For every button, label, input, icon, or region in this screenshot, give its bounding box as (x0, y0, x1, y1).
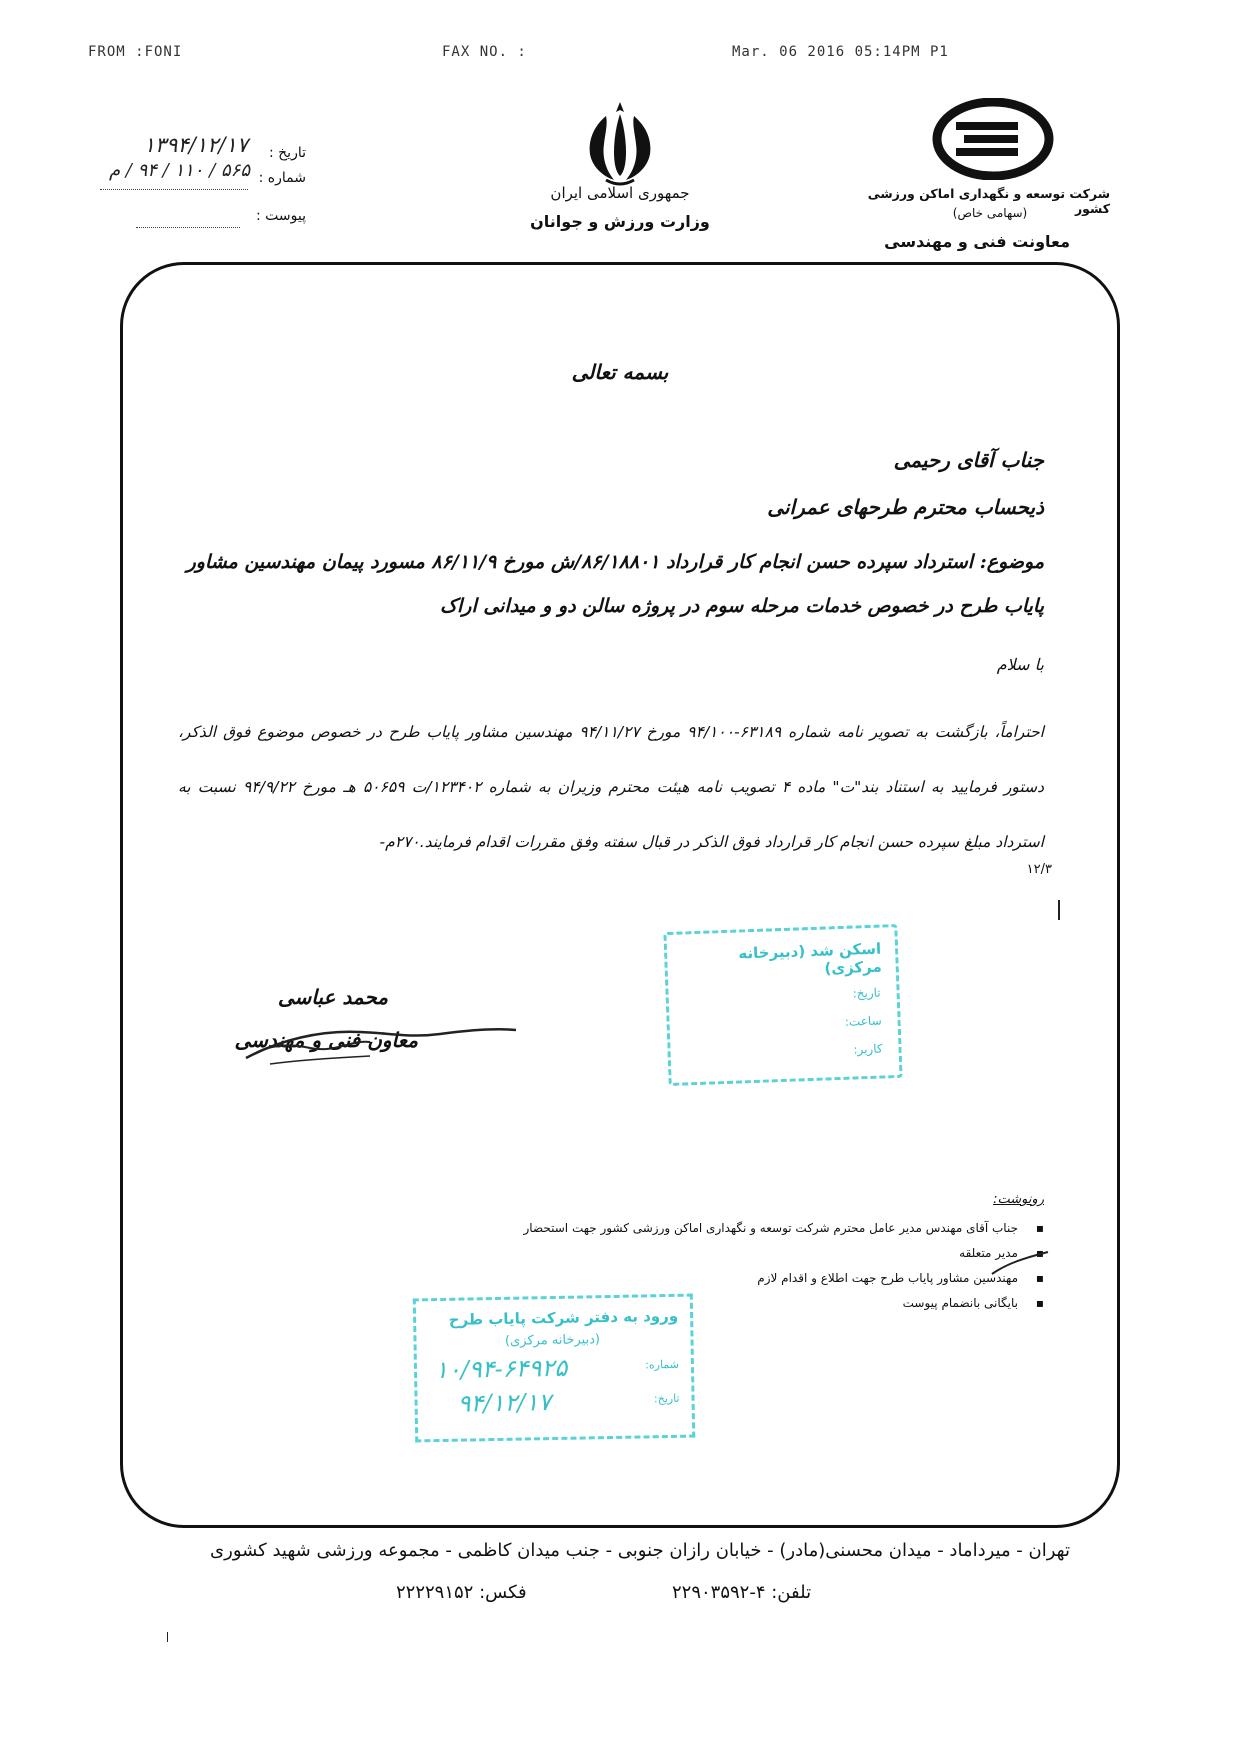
received-stamp-title: ورود به دفتر شرکت پایاب طرح (448, 1306, 679, 1329)
signer-title: معاون فنی و مهندسی (234, 1028, 418, 1052)
cc-item: ▪ مهندسین مشاور پایاب طرح جهت اطلاع و اقدام لازم (244, 1266, 1044, 1291)
company-name: شرکت توسعه و نگهداری اماکن ورزشی کشور (867, 186, 1110, 216)
signer-name: محمد عباسی (277, 985, 388, 1009)
letter-subject: موضوع: استرداد سپرده حسن انجام کار قرارداد ۸۶/۱۸۸۰۱/ش مورخ ۸۶/۱۱/۹ مسورد پیمان مهندسین مشاور پایاب طرح در خصوص خدمات مرحله سوم در پروژه سالن دو و میدانی اراک (186, 551, 1044, 617)
received-stamp-date: ۹۴/۱۲/۱۷ (457, 1388, 552, 1418)
department-title: معاونت فنی و مهندسی (884, 232, 1070, 251)
addressee-title: ذیحساب محترم طرحهای عمرانی (767, 495, 1044, 519)
fax-from: FROM :FONI (88, 44, 183, 60)
received-stamp-date-label: تاریخ: (653, 1391, 680, 1406)
footer-address: تهران - میرداماد - میدان محسنی(مادر) - خیابان رازان جنوبی - جنب میدان کاظمی - مجموعه ورزشی شهید کشوری (210, 1540, 1070, 1561)
number-label: شماره : (258, 170, 306, 186)
letter-body: احتراماً، بازگشت به تصویر نامه شماره ۶۳۱۸۹-۹۴/۱۰۰ مورخ ۹۴/۱۱/۲۷ مهندسین مشاور پایاب طرح در خصوص موضوع فوق الذکر، دستور فرمایید به استناد بند"ت" ماده ۴ تصویب نامه هیئت محترم وزیران به شماره ۱۲۳۴۰۲/ت ۵۰۶۵۹ هـ مورخ ۹۴/۹/۲۲ نسبت به استرداد مبلغ سپرده حسن انجام کار قرارداد فوق الذکر در قبال سفته وفق مقررات اقدام فرمایند.۲۷۰م- (178, 723, 1045, 851)
fax-number: FAX NO. : (442, 44, 527, 60)
fax-datetime: Mar. 06 2016 05:14PM P1 (732, 44, 949, 60)
cc-item: ▪ بایگانی بانضمام پیوست (244, 1291, 1044, 1316)
greeting: با سلام (996, 655, 1044, 674)
number-underline (100, 188, 248, 190)
scan-stamp-user: کاربر: (853, 1041, 883, 1057)
attachment-underline (136, 226, 240, 228)
scan-stamp (663, 924, 902, 1086)
scan-stamp-time: ساعت: (844, 1013, 882, 1029)
addressee-name: جناب آقای رحیمی (893, 448, 1044, 472)
handwritten-signature-icon (240, 1000, 520, 1070)
number-value: ۵۶۵ / ۱۱۰ / ۹۴ / م (108, 160, 250, 181)
received-stamp-number-label: شماره: (645, 1357, 680, 1372)
scan-stamp-date: تاریخ: (852, 985, 881, 1001)
company-logo-icon (932, 98, 1054, 180)
received-stamp (413, 1294, 695, 1443)
margin-mark (1058, 900, 1060, 920)
edge-mark (167, 1632, 168, 1642)
ministry-title: وزارت ورزش و جوانان (530, 212, 710, 231)
gov-title: جمهوری اسلامی ایران (550, 184, 690, 202)
cc-item: ▪ مدیر متعلقه (244, 1241, 1044, 1266)
cc-item: ▪ جناب آقای مهندس مدیر عامل محترم شرکت توسعه و نگهداری اماکن ورزشی کشور جهت استحضار (244, 1216, 1044, 1241)
attachment-label: پیوست : (256, 208, 306, 224)
cc-check-mark-icon (990, 1248, 1050, 1278)
company-type: (سهامی خاص) (952, 206, 1028, 220)
received-stamp-number: ۱۰/۹۴-۶۴۹۲۵ (434, 1353, 568, 1385)
scan-stamp-title: اسکن شد (دبیرخانه مرکزی) (738, 939, 883, 978)
letter-body-tail: ۱۲/۳ (1026, 862, 1052, 877)
iran-emblem-icon (576, 96, 664, 186)
footer-phone: تلفن: ۴-۲۲۹۰۳۵۹۲ (672, 1582, 812, 1603)
footer-fax: فکس: ۲۲۲۲۹۱۵۲ (396, 1582, 527, 1603)
basmala: بسمه تعالی (571, 360, 669, 384)
cc-title: رونوشت: (993, 1192, 1044, 1207)
date-value: ۱۳۹۴/۱۲/۱۷ (143, 133, 248, 157)
date-label: تاریخ : (268, 145, 306, 161)
received-stamp-subtitle: (دبیرخانه مرکزی) (504, 1332, 601, 1349)
